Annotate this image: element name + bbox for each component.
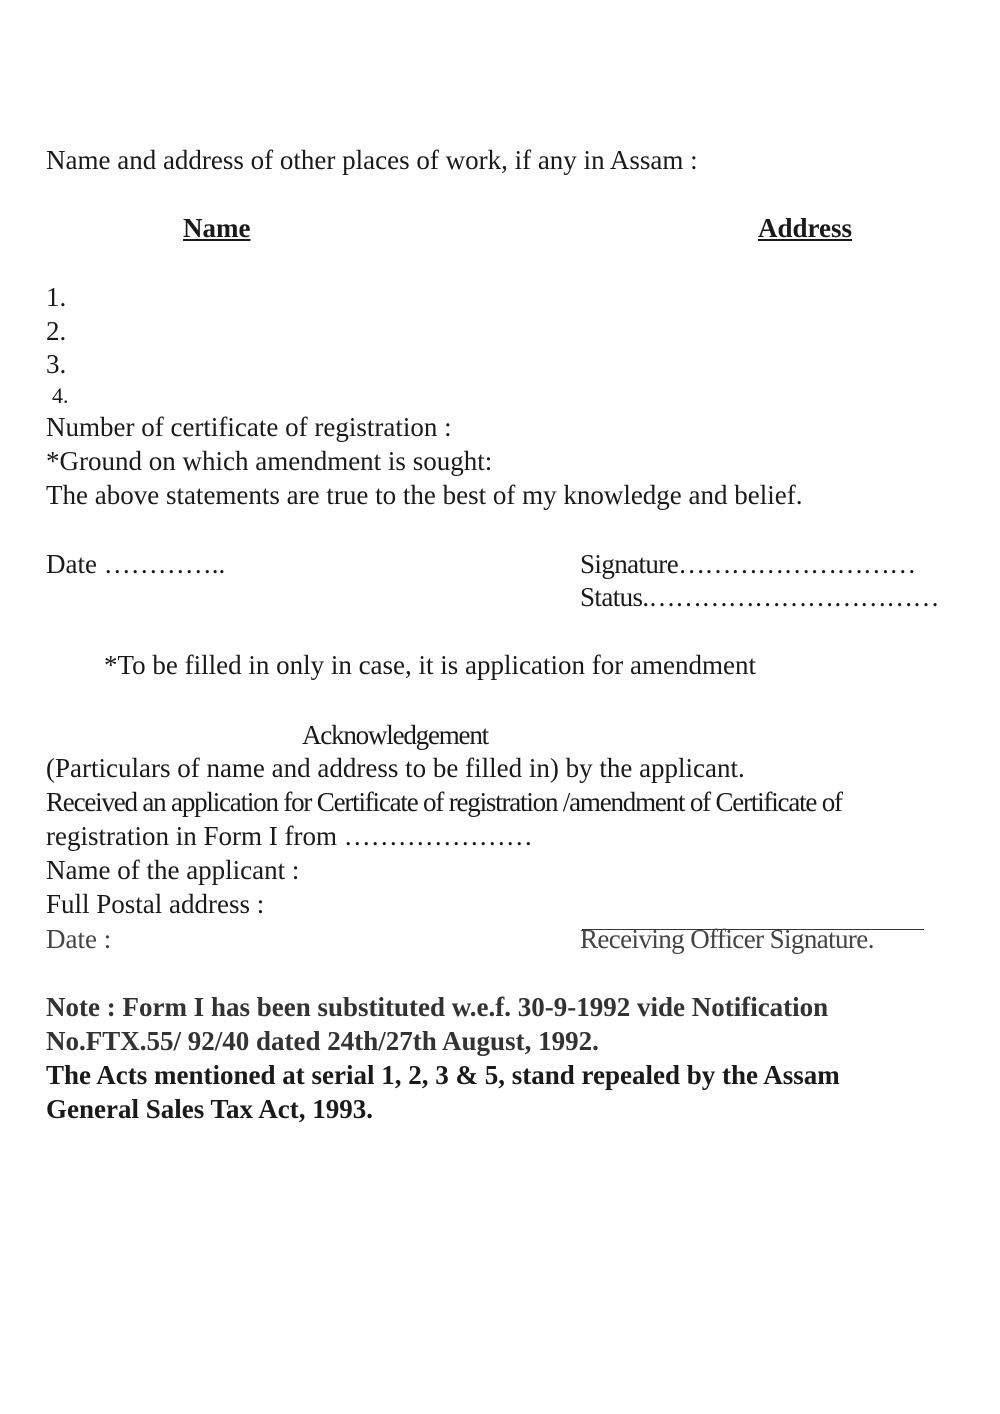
repeal-note-line-1: The Acts mentioned at serial 1, 2, 3 & 5, stand repealed by the Assam [46, 1060, 840, 1090]
row-number-2: 2. [46, 316, 67, 346]
officer-signature-label: Receiving Officer Signature. [580, 924, 874, 954]
repeal-note-line-2: General Sales Tax Act, 1993. [46, 1094, 374, 1124]
applicant-name-label: Name of the applicant : [46, 855, 300, 885]
column-header-address: Address [758, 213, 853, 243]
certificate-number-label: Number of certificate of registration : [46, 412, 452, 442]
row-number-1: 1. [46, 282, 67, 312]
received-application-line-2: registration in Form I from ………………… [46, 821, 533, 851]
note-line-2: No.FTX.55/ 92/40 dated 24th/27th August, 1992. [46, 1026, 599, 1056]
declaration-text: The above statements are true to the best of my knowledge and belief. [46, 480, 803, 510]
received-application-line-1: Received an application for Certificate of registration /amendment of Certificate of [46, 787, 842, 817]
acknowledgement-title: Acknowledgement [302, 720, 488, 750]
row-number-3: 3. [46, 349, 67, 379]
acknowledgement-particulars: (Particulars of name and address to be filled in) by the applicant. [46, 753, 745, 783]
acknowledgement-date-label: Date : [46, 924, 112, 954]
postal-address-label: Full Postal address : [46, 889, 265, 919]
signature-label: Signature……………………… [580, 549, 916, 579]
column-header-name: Name [183, 213, 251, 243]
amendment-ground-label: *Ground on which amendment is sought: [46, 446, 493, 476]
note-line-1: Note : Form I has been substituted w.e.f. 30-9-1992 vide Notification [46, 992, 829, 1022]
other-places-heading: Name and address of other places of work, if any in Assam : [46, 145, 698, 175]
amendment-footnote: *To be filled in only in case, it is application for amendment [104, 650, 756, 680]
status-label: Status.…………………………… [580, 582, 939, 612]
date-label: Date ………….. [46, 549, 226, 579]
row-number-4: 4. [52, 383, 69, 408]
